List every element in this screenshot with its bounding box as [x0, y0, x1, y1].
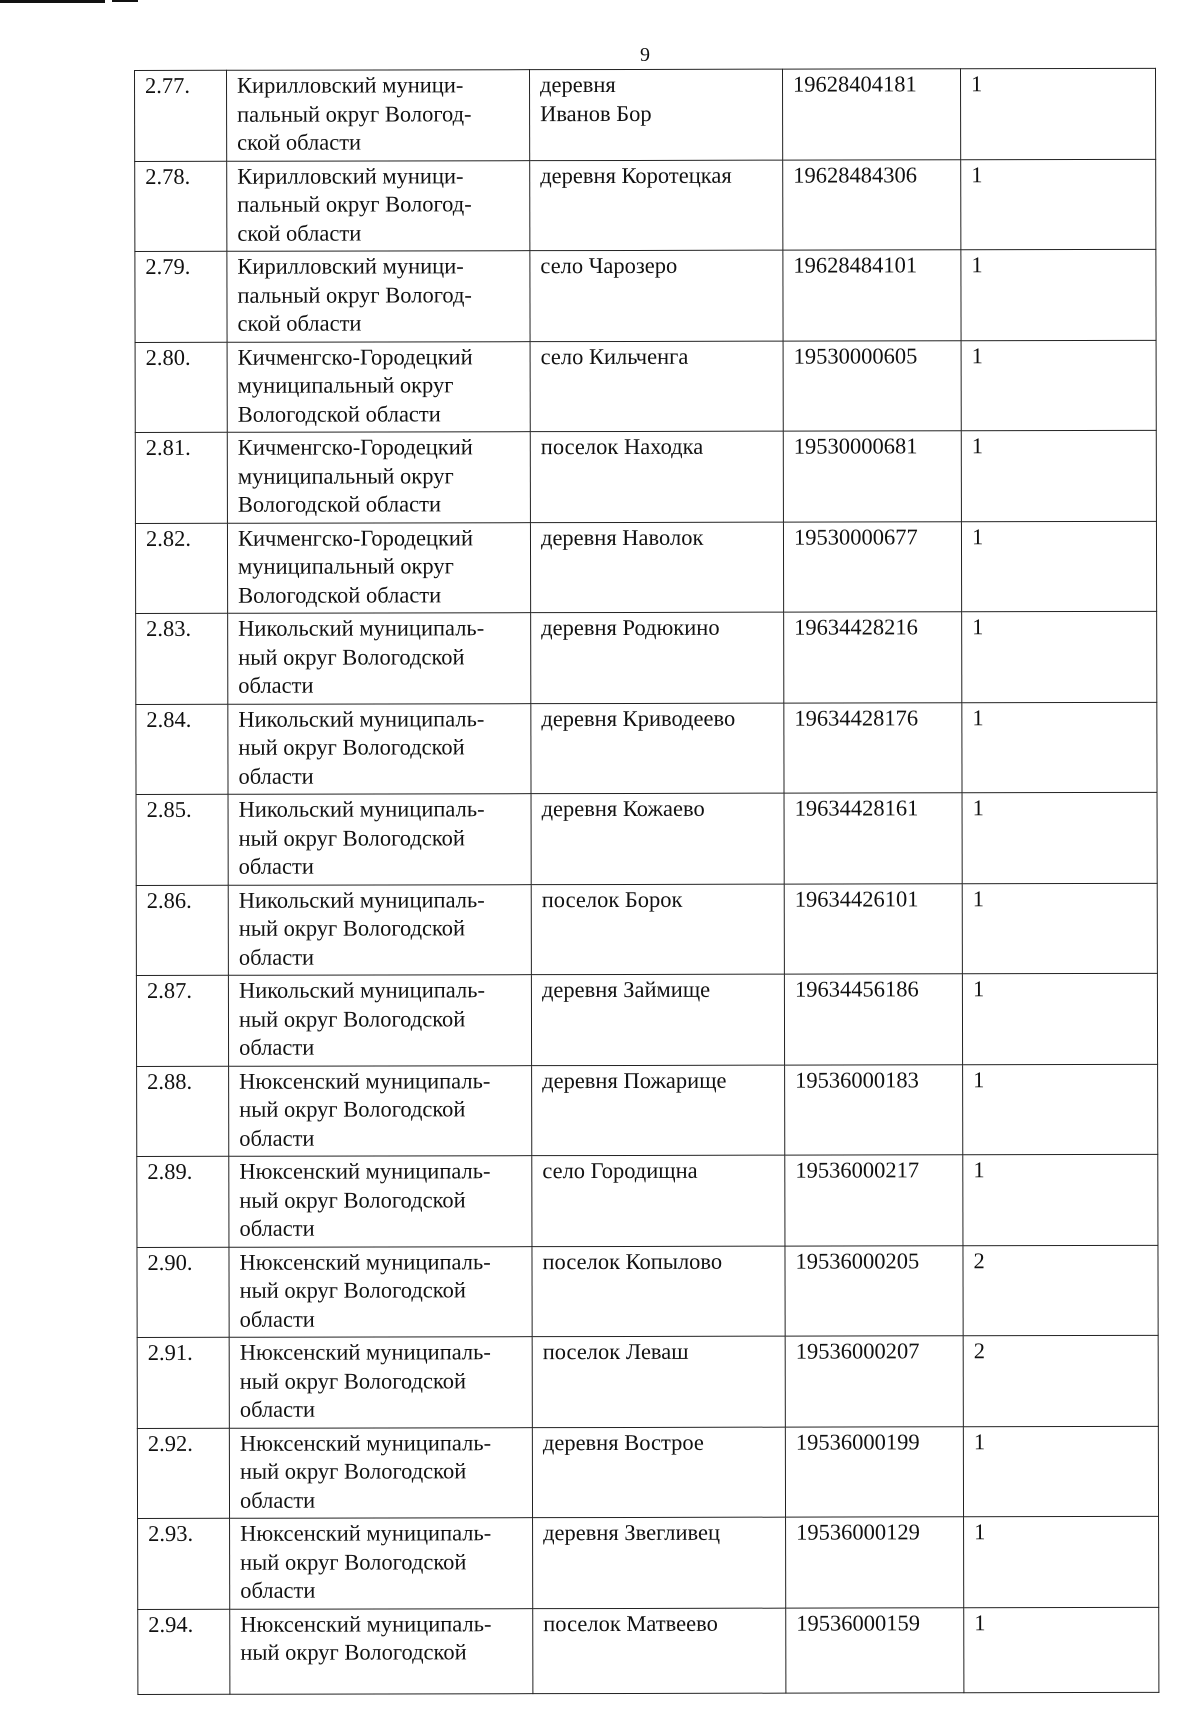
row-number-cell: 2.92.: [137, 1428, 229, 1519]
municipal-district-cell: Никольский муниципаль- ный округ Вологодской области: [228, 703, 531, 794]
table-row: [135, 521, 1156, 614]
table-row: [136, 883, 1157, 976]
oktmo-code-cell: 19634456186: [784, 974, 962, 1065]
municipal-district-cell: Нюксенский муниципаль- ный округ Вологодской области: [229, 1065, 532, 1156]
settlement-cell: деревня Криводеево: [531, 703, 784, 794]
table-row: [138, 1607, 1159, 1694]
row-number-cell: 2.88.: [137, 1066, 229, 1157]
oktmo-code-cell: 19536000129: [786, 1517, 964, 1608]
row-number-cell: 2.85.: [136, 794, 228, 885]
row-number-cell: 2.93.: [138, 1518, 230, 1609]
row-number-cell: 2.81.: [135, 432, 227, 523]
quantity-cell: 1: [960, 68, 1155, 159]
table-row: [137, 1426, 1158, 1519]
table-row: [136, 702, 1157, 795]
oktmo-code-cell: 19634428216: [784, 612, 962, 703]
row-number-cell: 2.84.: [136, 704, 228, 795]
table-row: [135, 68, 1156, 161]
settlement-cell: поселок Находка: [530, 431, 783, 522]
municipal-district-cell: Никольский муниципаль- ный округ Вологодской области: [228, 884, 531, 975]
oktmo-code-cell: 19634426101: [784, 883, 962, 974]
municipal-district-cell: Кичменгско-Городецкий муниципальный округ Вологодской области: [227, 522, 530, 613]
quantity-cell: 1: [961, 159, 1156, 250]
row-number-cell: 2.94.: [138, 1609, 230, 1694]
settlement-cell: деревня Кожаево: [531, 793, 784, 884]
settlement-cell: деревня Пожарище: [532, 1065, 785, 1156]
row-number-cell: 2.87.: [136, 975, 228, 1066]
quantity-cell: 1: [964, 1516, 1159, 1607]
settlement-cell: поселок Леваш: [532, 1336, 785, 1427]
settlement-cell: село Чарозеро: [530, 250, 783, 341]
settlement-cell: деревня Родюкино: [531, 612, 784, 703]
oktmo-code-cell: 19536000159: [786, 1607, 964, 1692]
quantity-cell: 1: [961, 249, 1156, 340]
oktmo-code-cell: 19530000681: [783, 431, 961, 522]
scan-edge-mark: [0, 0, 140, 6]
quantity-cell: 1: [963, 1154, 1158, 1245]
scan-line: [0, 0, 105, 3]
quantity-cell: 1: [964, 1607, 1159, 1692]
oktmo-code-cell: 19530000677: [783, 521, 961, 612]
row-number-cell: 2.91.: [137, 1337, 229, 1428]
oktmo-code-cell: 19530000605: [783, 340, 961, 431]
municipal-district-cell: Кичменгско-Городецкий муниципальный округ Вологодской области: [227, 432, 530, 523]
table-row: [137, 1335, 1158, 1428]
table-row: [136, 792, 1157, 885]
table-row: [138, 1516, 1159, 1609]
oktmo-code-cell: 19536000217: [785, 1155, 963, 1246]
settlement-cell: деревня Коротецкая: [530, 160, 783, 251]
quantity-cell: 1: [962, 792, 1157, 883]
oktmo-code-cell: 19536000207: [785, 1336, 963, 1427]
oktmo-code-cell: 19536000199: [785, 1426, 963, 1517]
oktmo-code-cell: 19536000205: [785, 1245, 963, 1336]
scan-line: [112, 0, 138, 2]
row-number-cell: 2.78.: [135, 161, 227, 252]
row-number-cell: 2.90.: [137, 1247, 229, 1338]
municipal-district-cell: Кирилловский муници- пальный округ Вологод- ской области: [227, 70, 530, 161]
quantity-cell: 1: [961, 340, 1156, 431]
table-row: [137, 1154, 1158, 1247]
settlement-cell: деревня Иванов Бор: [530, 69, 783, 160]
municipal-district-cell: Нюксенский муниципаль- ный округ Вологодской области: [229, 1337, 532, 1428]
quantity-cell: 1: [963, 1426, 1158, 1517]
municipal-district-cell: Нюксенский муниципаль- ный округ Вологодской области: [229, 1427, 532, 1518]
row-number-cell: 2.83.: [136, 613, 228, 704]
municipal-district-cell: Нюксенский муниципаль- ный округ Вологодской: [230, 1608, 533, 1694]
settlement-cell: деревня Звегливец: [533, 1517, 786, 1608]
municipal-district-cell: Нюксенский муниципаль- ный округ Вологодской области: [230, 1518, 533, 1609]
quantity-cell: 1: [961, 430, 1156, 521]
row-number-cell: 2.79.: [135, 251, 227, 342]
row-number-cell: 2.82.: [135, 523, 227, 614]
table-row: [137, 1245, 1158, 1338]
table-row: [135, 249, 1156, 342]
municipal-district-cell: Кирилловский муници- пальный округ Вологод- ской области: [227, 251, 530, 342]
municipal-district-cell: Кирилловский муници- пальный округ Вологод- ской области: [227, 160, 530, 251]
municipal-district-cell: Никольский муниципаль- ный округ Вологодской области: [228, 794, 531, 885]
table-row: [136, 611, 1157, 704]
row-number-cell: 2.77.: [135, 70, 227, 161]
quantity-cell: 1: [962, 702, 1157, 793]
table-row: [135, 430, 1156, 523]
quantity-cell: 2: [963, 1245, 1158, 1336]
settlement-cell: село Кильченга: [530, 341, 783, 432]
municipal-district-cell: Кичменгско-Городецкий муниципальный округ Вологодской области: [227, 341, 530, 432]
oktmo-code-cell: 19628484306: [783, 159, 961, 250]
settlement-cell: поселок Копылово: [532, 1246, 785, 1337]
settlement-cell: поселок Борок: [531, 884, 784, 975]
settlement-cell: деревня Займище: [531, 974, 784, 1065]
municipal-district-cell: Никольский муниципаль- ный округ Вологодской области: [228, 613, 531, 704]
table-row: [135, 340, 1156, 433]
oktmo-code-cell: 19628404181: [782, 69, 960, 160]
quantity-cell: 1: [962, 973, 1157, 1064]
row-number-cell: 2.86.: [136, 885, 228, 976]
municipal-district-cell: Нюксенский муниципаль- ный округ Вологодской области: [229, 1156, 532, 1247]
oktmo-code-cell: 19634428161: [784, 793, 962, 884]
quantity-cell: 2: [963, 1335, 1158, 1426]
settlement-cell: поселок Матвеево: [533, 1608, 786, 1694]
table-body: [135, 68, 1159, 1694]
quantity-cell: 1: [963, 1064, 1158, 1155]
settlement-cell: деревня Наволок: [530, 522, 783, 613]
quantity-cell: 1: [962, 611, 1157, 702]
table-row: [136, 973, 1157, 1066]
municipal-district-cell: Нюксенский муниципаль- ный округ Вологодской области: [229, 1246, 532, 1337]
oktmo-code-cell: 19634428176: [784, 702, 962, 793]
table-row: [137, 1064, 1158, 1157]
oktmo-code-cell: 19628484101: [783, 250, 961, 341]
municipal-district-cell: Никольский муниципаль- ный округ Вологодской области: [228, 975, 531, 1066]
page-number: 9: [640, 44, 650, 66]
table-row: [135, 159, 1156, 252]
quantity-cell: 1: [962, 883, 1157, 974]
settlement-cell: село Городищна: [532, 1155, 785, 1246]
quantity-cell: 1: [961, 521, 1156, 612]
oktmo-code-cell: 19536000183: [785, 1064, 963, 1155]
row-number-cell: 2.89.: [137, 1156, 229, 1247]
settlement-cell: деревня Вострое: [532, 1427, 785, 1518]
row-number-cell: 2.80.: [135, 342, 227, 433]
settlements-table: [134, 68, 1159, 1695]
